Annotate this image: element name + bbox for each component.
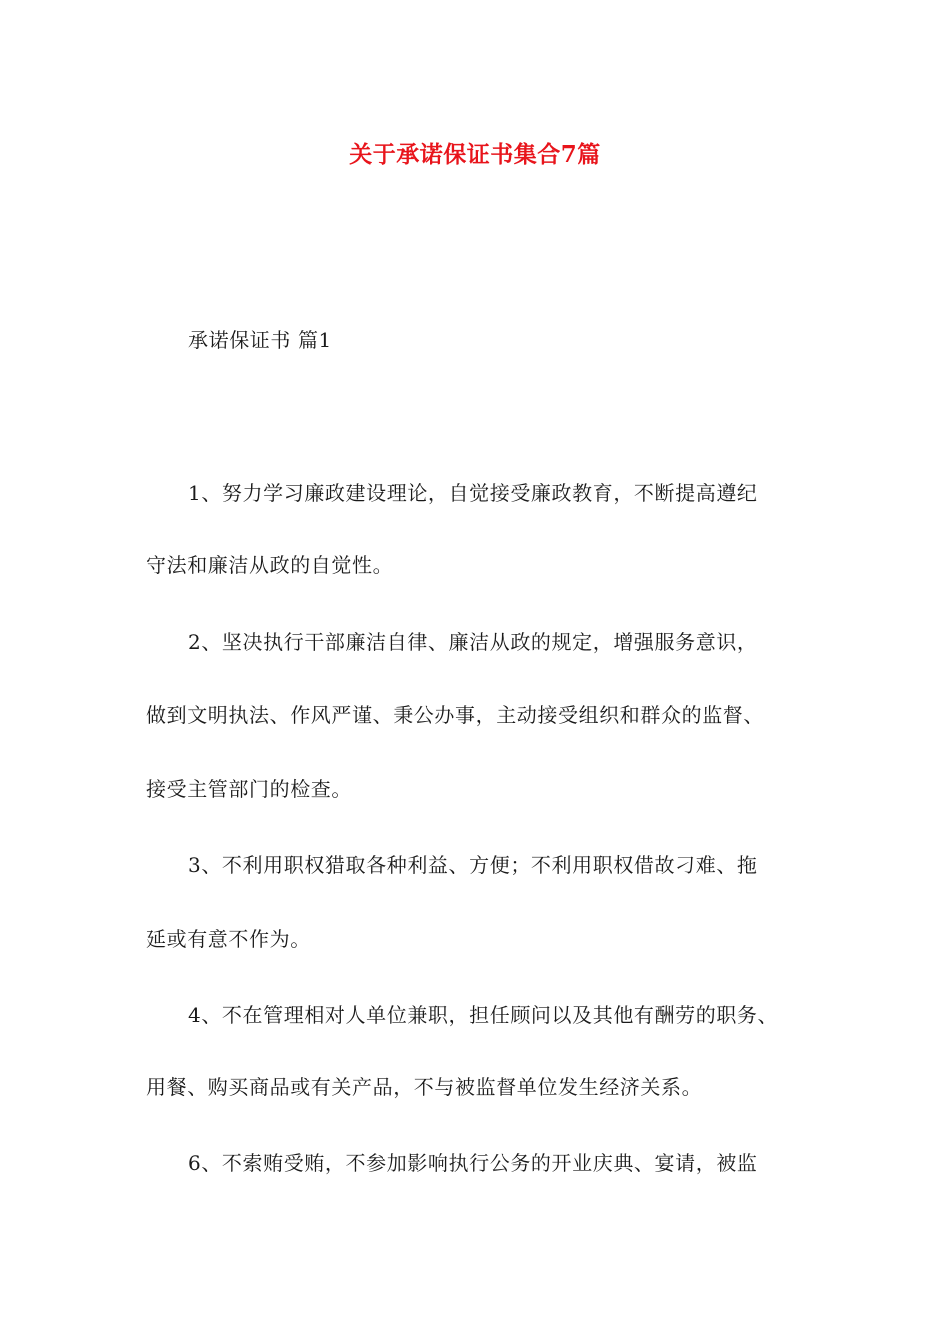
paragraph-2-line-3: 接受主管部门的检查。 [146,777,352,801]
paragraph-2-line-1: 2、坚决执行干部廉洁自律、廉洁从政的规定，增强服务意识， [188,630,758,654]
paragraph-4-line-2: 用餐、购买商品或有关产品，不与被监督单位发生经济关系。 [146,1075,703,1099]
paragraph-5-line-1: 6、不索贿受贿，不参加影响执行公务的开业庆典、宴请，被监 [188,1151,758,1175]
section-heading: 承诺保证书 篇1 [188,328,332,352]
paragraph-2-line-2: 做到文明执法、作风严谨、秉公办事，主动接受组织和群众的监督、 [146,703,764,727]
paragraph-1-line-2: 守法和廉洁从政的自觉性。 [146,553,394,577]
paragraph-3-line-1: 3、不利用职权猎取各种利益、方便；不利用职权借故刁难、拖 [188,853,758,877]
document-title: 关于承诺保证书集合7篇 [349,141,601,168]
paragraph-1-line-1: 1、努力学习廉政建设理论，自觉接受廉政教育，不断提高遵纪 [188,481,758,505]
paragraph-3-line-2: 延或有意不作为。 [146,927,311,951]
paragraph-4-line-1: 4、不在管理相对人单位兼职，担任顾问以及其他有酬劳的职务、 [188,1003,779,1027]
